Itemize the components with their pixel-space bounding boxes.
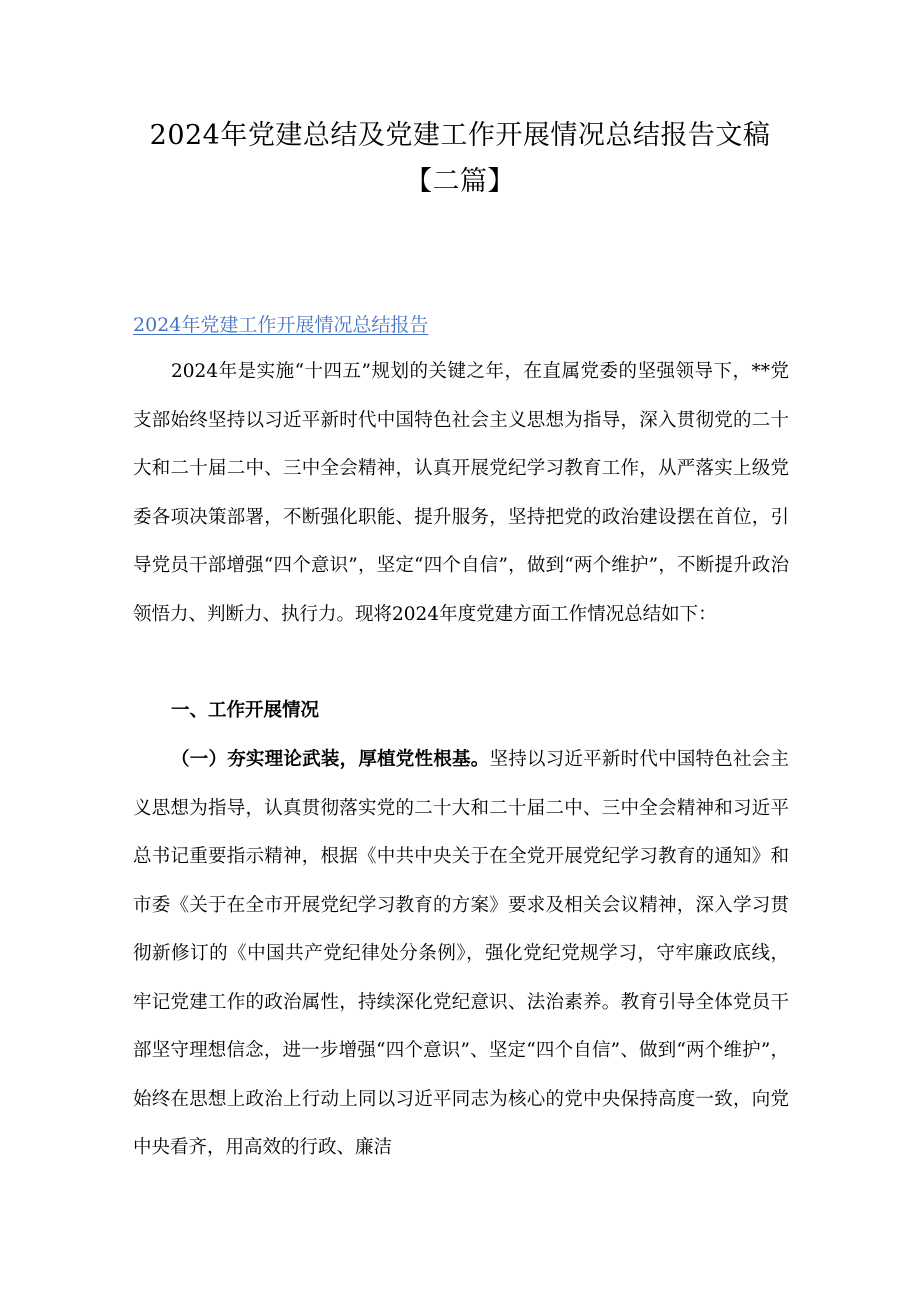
subsection-paragraph: [133, 736, 789, 1173]
report-title-link[interactable]: 2024年党建工作开展情况总结报告: [133, 314, 429, 336]
document-title: 2024年党建总结及党建工作开展情况总结报告文稿: [149, 120, 771, 151]
document-title-subtitle: 【二篇】: [405, 166, 515, 197]
subsection-lead: （一）夯实理论武装，厚植党性根基。: [171, 749, 490, 770]
subsection-body: 坚持以习近平新时代中国特色社会主义思想为指导，认真贯彻落实党的二十大和二十届二中、三中全会精神和习近平总书记重要指示精神，根据《中共中央关于在全党开展党纪学习教育的通知》和市委《关于在全市开展党纪学习教育的方案》要求及相关会议精神，深入学习贯彻新修订的《中国共产党纪律处分条例》，强化党纪党规学习，守牢廉政底线，牢记党建工作的政治属性，持续深化党纪意识、法治素养。教育引导全体党员干部坚守理想信念，进一步增强“四个意识”、坚定“四个自信”、做到“两个维护”，始终在思想上政治上行动上同以习近平同志为核心的党中央保持高度一致，向党中央看齐，用高效的行政、廉洁: [133, 749, 789, 1158]
section-heading: 一、工作开展情况: [171, 700, 320, 721]
intro-paragraph: 2024年是实施“十四五”规划的关键之年，在直属党委的坚强领导下，**党支部始终坚持以习近平新时代中国特色社会主义思想为指导，深入贯彻党的二十大和二十届二中、三中全会精神，认真开展党纪学习教育工作，从严落实上级党委各项决策部署，不断强化职能、提升服务，坚持把党的政治建设摆在首位，引导党员干部增强“四个意识”，坚定“四个自信”，做到“两个维护”，不断提升政治领悟力、判断力、执行力。现将2024年度党建方面工作情况总结如下：: [133, 361, 789, 625]
